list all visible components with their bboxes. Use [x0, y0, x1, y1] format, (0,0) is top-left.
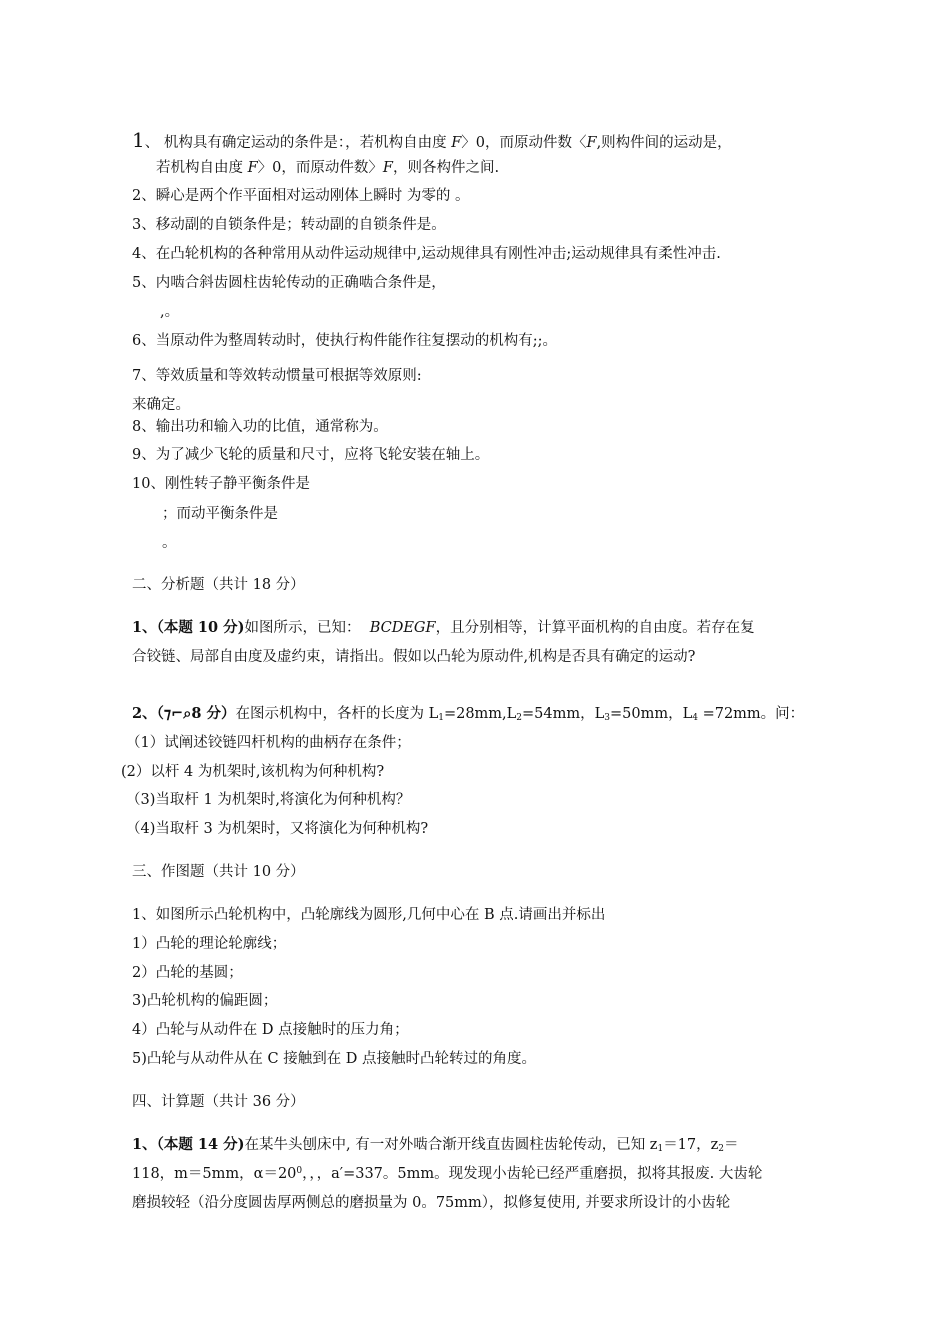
drawing-item-2: 2）凸轮的基圆；	[132, 965, 243, 981]
drawing-item-4: 4）凸轮与从动件在 D 点接触时的压力角；	[132, 1022, 409, 1038]
question-6: 6、当原动件为整周转动时，使执行构件能作往复摆动的机构有;;。	[132, 333, 557, 349]
question-10-continued: ；而动平衡条件是	[162, 506, 278, 522]
section-4-title: 四、计算题（共计 36 分）	[132, 1094, 305, 1110]
section-3-title: 三、作图题（共计 10 分）	[132, 864, 305, 880]
analysis-2-item-3: （3)当取杆 1 为机架时,将演化为何种机构？	[126, 792, 411, 808]
question-3: 3、移动副的自锁条件是；转动副的自锁条件是。	[132, 217, 446, 233]
analysis-2-item-4: （4)当取杆 3 为机架时，又将演化为何种机构?	[126, 821, 429, 837]
drawing-1: 1、如图所示凸轮机构中，凸轮廓线为圆形,几何中心在 B 点.请画出并标出	[132, 907, 606, 923]
question-1-line-2: 若机构自由度 F〉0，而原动件数〉F，则各构件之间.	[156, 160, 500, 176]
question-5-continued: ,。	[160, 304, 180, 320]
question-4: 4、在凸轮机构的各种常用从动件运动规律中,运动规律具有刚性冲击;运动规律具有柔性冲击.	[132, 246, 721, 262]
question-9: 9、为了减少飞轮的质量和尺寸，应将飞轮安装在轴上。	[132, 447, 490, 463]
drawing-item-3: 3)凸轮机构的偏距圆；	[132, 993, 278, 1009]
calc-1-line-2: 118，m＝5mm，$\alpha=20^0$，，，a′=337。5mm。现发现小齿轮已经严重磨损，拟将其报废. 大齿轮	[132, 1166, 763, 1182]
question-10: 10、刚性转子静平衡条件是	[132, 476, 310, 492]
calc-1-line-1: 1、（本题 14 分)在某牛头刨床中, 有一对外啮合渐开线直齿圆柱齿轮传动，已知 $z_1=17$，$z_2=$	[132, 1136, 739, 1154]
question-10-end: 。	[162, 535, 177, 551]
analysis-2-item-2: (2）以杆 4 为机架时,该机构为何种机构?	[121, 764, 385, 780]
question-5: 5、内啮合斜齿圆柱齿轮传动的正确啮合条件是，	[132, 275, 446, 291]
question-7: 7、等效质量和等效转动惯量可根据等效原则:	[132, 368, 422, 384]
question-2: 2、瞬心是两个作平面相对运动刚体上瞬时 为零的 。	[132, 188, 470, 204]
analysis-2-item-1: （1）试阐述铰链四杆机构的曲柄存在条件；	[126, 735, 411, 751]
question-7-continued: 来确定。	[132, 397, 190, 413]
calc-1-line-3: 磨损较轻（沿分度圆齿厚两侧总的磨损量为 0。75mm），拟修复使用, 并要求所设计的小齿轮	[132, 1195, 731, 1211]
section-2-title: 二、分析题（共计 18 分）	[132, 577, 305, 593]
analysis-1-line-2: 合铰链、局部自由度及虚约束，请指出。假如以凸轮为原动件,机构是否具有确定的运动?	[132, 649, 696, 665]
question-1-line-1: 1、 机构具有确定运动的条件是：，若机构自由度 F〉0，而原动件数〈F,则构件间的运动是，	[132, 128, 732, 152]
drawing-item-1: 1）凸轮的理论轮廓线；	[132, 936, 287, 952]
analysis-2-line-1: 2、（⁊⌐⌕8 分）在图示机构中，各杆的长度为 $L_1=28mm,L_2=54mm$，$L_3=50mm$，$L_4 =72mm$。问：	[132, 705, 805, 723]
drawing-item-5: 5)凸轮与从动件从在 C 接触到在 D 点接触时凸轮转过的角度。	[132, 1051, 537, 1067]
analysis-1-line-1: 1、（本题 10 分)如图所示，已知： BCDEGF，且分别相等，计算平面机构的自由度。若存在复	[132, 619, 755, 636]
question-8: 8、输出功和输入功的比值，通常称为。	[132, 419, 388, 435]
